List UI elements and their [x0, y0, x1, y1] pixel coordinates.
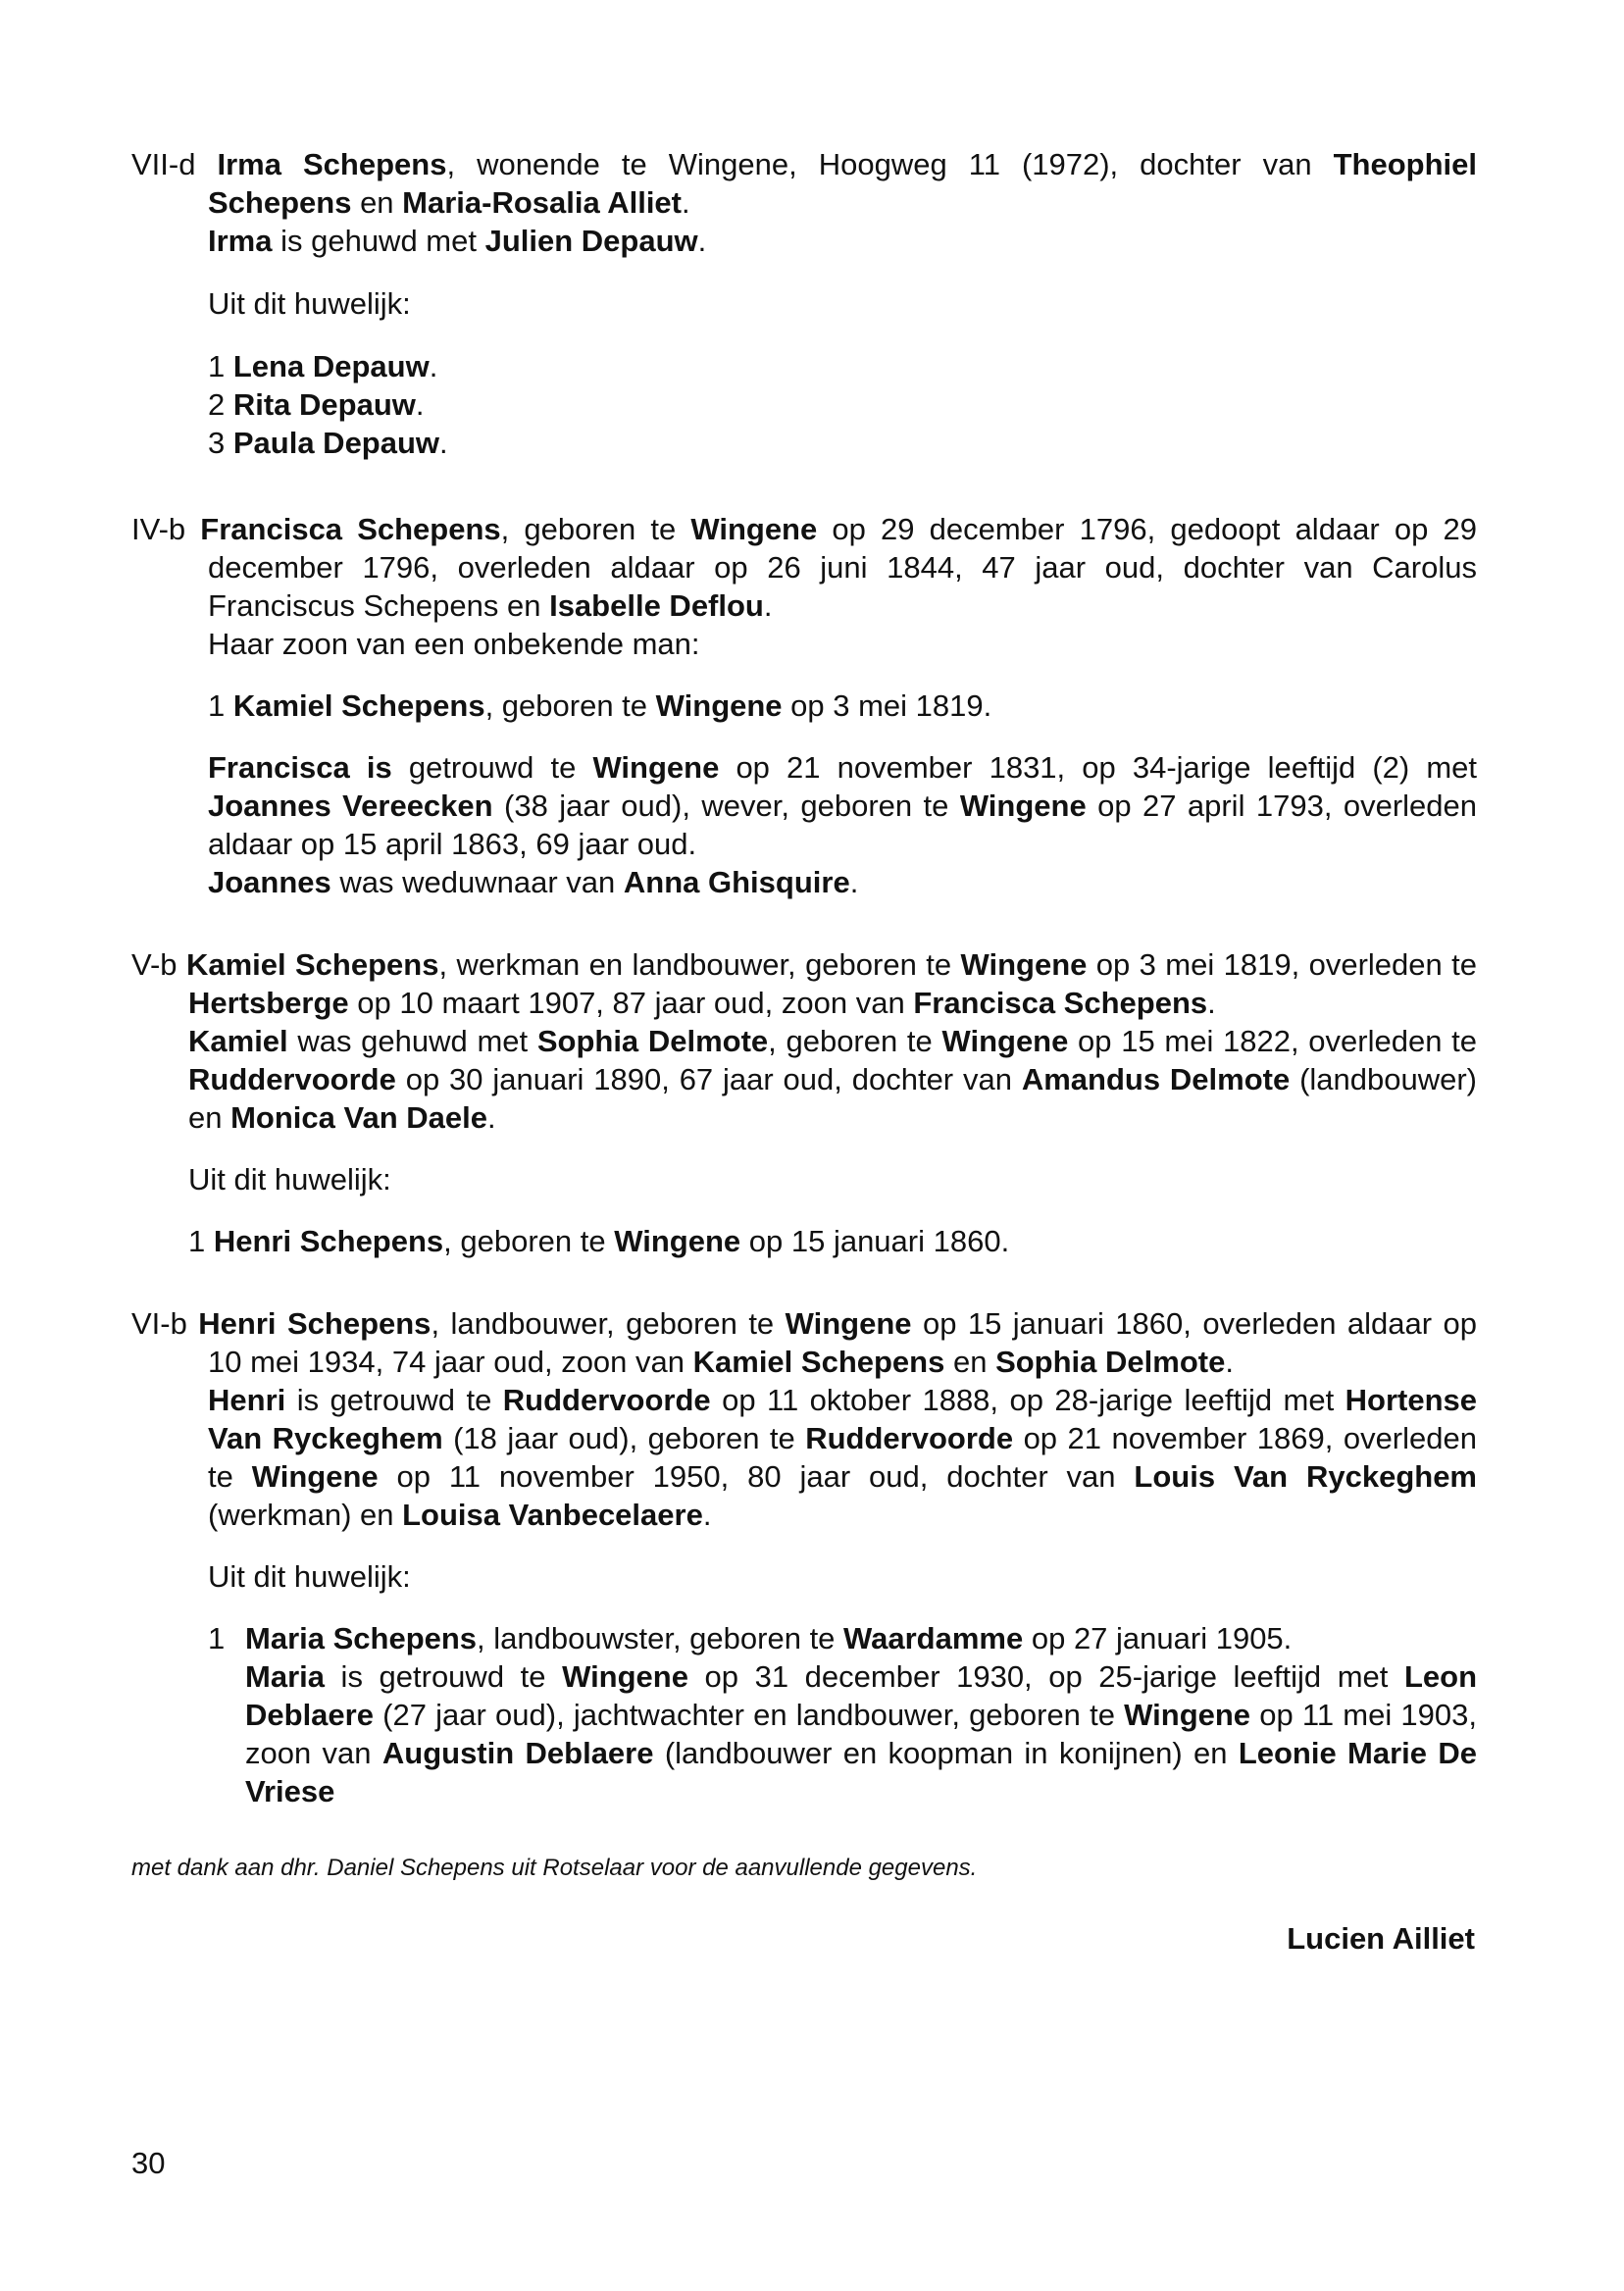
author-signature: Lucien Ailliet — [1287, 1921, 1475, 1956]
list-item: 2 Rita Depauw. — [208, 387, 425, 422]
list-item: 1 Henri Schepens, geboren te Wingene op 15 januari 1860. — [188, 1224, 1010, 1258]
list-item: 1 Lena Depauw. — [208, 349, 438, 383]
uit-dit-huwelijk: Uit dit huwelijk: — [208, 286, 411, 321]
marriage-paragraph: Kamiel was gehuwd met Sophia Delmote, geboren te Wingene op 15 mei 1822, overleden te Ruddervoorde op 30 januari 1890, 67 jaar oud, dochter van Amandus Delmote (landbouwer) en Monica Van Daele. — [188, 1024, 1477, 1135]
entry-heading: IV-b Francisca Schepens, geboren te Wingene op 29 december 1796, gedoopt aldaar op 29 december 1796, overleden aldaar op 26 juni 1844, 47 jaar oud, dochter van Carolus Franciscus Schepens en Isabelle Deflou. — [131, 512, 1477, 623]
text-line: Joannes was weduwnaar van Anna Ghisquire. — [208, 865, 859, 899]
entry-iv-b — [131, 510, 1477, 901]
text-line: Haar zoon van een onbekende man: — [208, 627, 700, 661]
entry-vii-d — [131, 145, 1477, 462]
entry-vi-b — [131, 1304, 1477, 1810]
child-marriage-paragraph: Maria is getrouwd te Wingene op 31 december 1930, op 25-jarige leeftijd met Leon Deblaere (27 jaar oud), jachtwachter en landbouwer, geboren te Wingene op 11 mei 1903, zoon van Augustin Deblaere (landbouwer en koopman in konijnen) en Leonie Marie De Vriese — [245, 1659, 1478, 1808]
children-list — [131, 347, 1477, 462]
marriage-paragraph: Henri is getrouwd te Ruddervoorde op 11 oktober 1888, op 28-jarige leeftijd met Hortense Van Ryckeghem (18 jaar oud), geboren te Ruddervoorde op 21 november 1869, overleden te Wingene op 11 november 1950, 80 jaar oud, dochter van Louis Van Ryckeghem (werkman) en Louisa Vanbecelaere. — [208, 1383, 1478, 1532]
list-item: 1 Kamiel Schepens, geboren te Wingene op 3 mei 1819. — [208, 688, 992, 723]
acknowledgement-note: met dank aan dhr. Daniel Schepens uit Rotselaar voor de aanvullende gegevens. — [131, 1855, 978, 1881]
marriage-line: Irma is gehuwd met Julien Depauw. — [208, 224, 707, 258]
page-number: 30 — [131, 2146, 166, 2180]
uit-dit-huwelijk: Uit dit huwelijk: — [188, 1162, 391, 1196]
entry-heading: VI-b Henri Schepens, landbouwer, geboren te Wingene op 15 januari 1860, overleden aldaar op 10 mei 1934, 74 jaar oud, zoon van Kamiel Schepens en Sophia Delmote. — [131, 1306, 1478, 1379]
entry-heading: V-b Kamiel Schepens, werkman en landbouwer, geboren te Wingene op 3 mei 1819, overleden te Hertsberge op 10 maart 1907, 87 jaar oud, zoon van Francisca Schepens. — [131, 947, 1478, 1020]
entry-v-b — [131, 945, 1477, 1260]
entry-heading: VII-d Irma Schepens, wonende te Wingene, Hoogweg 11 (1972), dochter van Theophiel Schepens en Maria-Rosalia Alliet. — [131, 147, 1477, 220]
list-item: 1Maria Schepens, landbouwster, geboren te Waardamme op 27 januari 1905. — [208, 1621, 1293, 1655]
marriage-paragraph: Francisca is getrouwd te Wingene op 21 november 1831, op 34-jarige leeftijd (2) met Joannes Vereecken (38 jaar oud), wever, geboren te Wingene op 27 april 1793, overleden aldaar op 15 april 1863, 69 jaar oud. — [208, 750, 1478, 861]
uit-dit-huwelijk: Uit dit huwelijk: — [208, 1559, 411, 1594]
list-item: 3 Paula Depauw. — [208, 426, 448, 460]
